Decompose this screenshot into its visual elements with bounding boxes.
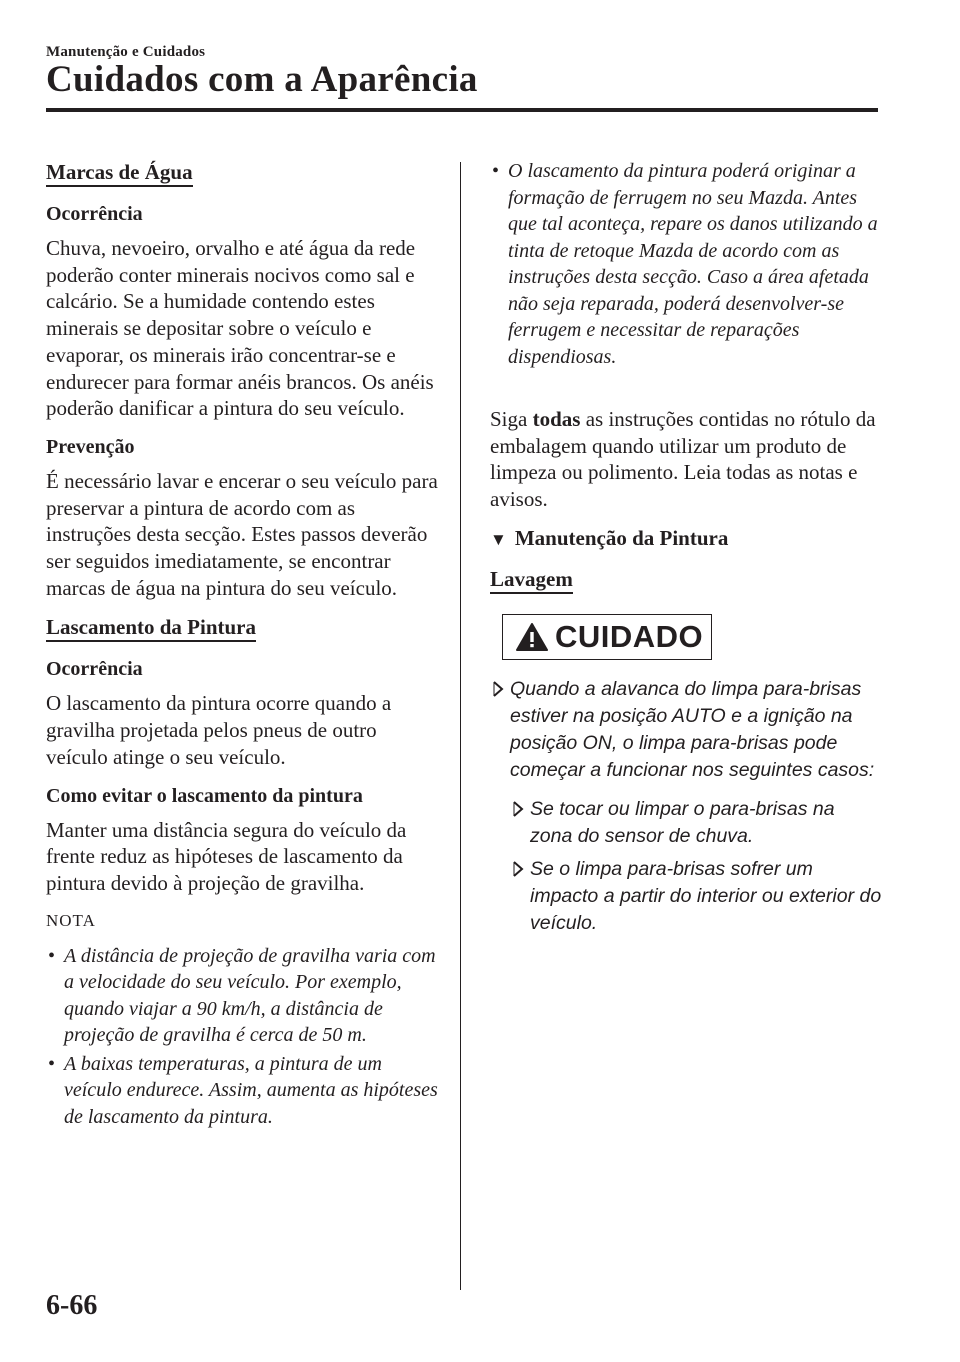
caution-label: CUIDADO <box>555 618 704 654</box>
follow-text-pre: Siga <box>490 407 533 431</box>
page-title: Cuidados com a Aparência <box>46 59 478 100</box>
arrow-right-icon <box>492 681 504 697</box>
warning-subitem <box>510 856 882 937</box>
paragraph-avoid-chipping: Manter uma distância segura do veículo da frente reduz as hipóteses de lascamento da pintura devido à projeção de gravilha. <box>46 817 407 895</box>
section-title-washing: Lavagem <box>490 567 573 594</box>
heading-paint-maintenance <box>490 525 882 553</box>
left-column <box>46 158 438 1132</box>
right-column <box>490 158 882 943</box>
header-divider <box>46 108 878 112</box>
subheading-occurrence-2: Ocorrência <box>46 658 143 681</box>
column-divider <box>460 162 461 1290</box>
triangle-down-icon: ▼ <box>490 529 507 549</box>
note-list <box>46 943 438 1131</box>
follow-text-post: as instruções contidas no rótulo da embalagem quando utilizar um produto de limpeza ou polimento. Leia todas as notas e avisos. <box>490 407 876 512</box>
note-text: A baixas temperaturas, a pintura de um veículo endurece. Assim, aumenta as hipóteses de lascamento da pintura. <box>64 1052 438 1128</box>
note-text: A distância de projeção de gravilha varia com a velocidade do seu veículo. Por exemplo, quando viajar a 90 km/h, a distância de projeção de gravilha é cerca de 50 m. <box>64 944 436 1047</box>
bullet-icon: • <box>48 1052 56 1075</box>
section-title-water-marks: Marcas de Água <box>46 160 193 187</box>
section-title-paint-chipping: Lascamento da Pintura <box>46 615 256 642</box>
paragraph-chipping-occurrence: O lascamento da pintura ocorre quando a gravilha projetada pelos pneus de outro veículo atinge o seu veículo. <box>46 691 392 769</box>
chapter-label: Manutenção e Cuidados <box>46 44 206 60</box>
note-item <box>490 158 882 370</box>
warning-subitem <box>510 796 882 850</box>
heading-text: Manutenção da Pintura <box>514 525 729 550</box>
page-number: 6-66 <box>46 1290 98 1321</box>
warning-subtext: Se o limpa para-brisas sofrer um impacto a partir do interior ou exterior do veículo. <box>530 857 882 934</box>
arrow-right-icon <box>512 861 524 877</box>
caution-badge <box>502 614 712 660</box>
note-item <box>46 943 438 1049</box>
paragraph-water-occurrence: Chuva, nevoeiro, orvalho e até água da rede poderão conter minerais nocivos como sal e calcário. Se a humidade contendo estes minerais se depositar sobre o veículo e evaporar, os minerais irão concentrar-se e endurecer para formar anéis brancos. Os anéis poderão danificar a pintura do seu veículo. <box>46 236 434 421</box>
warning-subtext: Se tocar ou limpar o para-brisas na zona do sensor de chuva. <box>530 797 835 847</box>
subheading-prevention: Prevenção <box>46 435 135 458</box>
warning-text: Quando a alavanca do limpa para-brisas estiver na posição AUTO e a ignição na posição ON, o limpa para-brisas pode começar a funcionar nos seguintes casos: <box>510 677 875 781</box>
subheading-occurrence: Ocorrência <box>46 203 143 225</box>
warning-triangle-icon <box>515 622 549 652</box>
note-label: NOTA <box>46 910 96 930</box>
bullet-icon: • <box>492 160 500 182</box>
note-item <box>46 1051 438 1131</box>
subheading-avoid-chipping: Como evitar o lascamento da pintura <box>46 784 363 807</box>
paragraph-follow-instructions <box>490 406 882 513</box>
paragraph-water-prevention: É necessário lavar e encerar o seu veículo para preservar a pintura de acordo com as instruções desta secção. Estes passos deverão ser seguidos imediatamente, se encontrar marcas de água na pintura do seu veículo. <box>46 468 438 600</box>
note-text: O lascamento da pintura poderá originar a formação de ferrugem no seu Mazda. Antes que tal aconteça, repare os danos utilizando a tinta de retoque Mazda de acordo com as instruções desta secção. Caso a área afetada não seja reparada, poderá desenvolver-se ferrugem e necessitar de reparações dispendiosas. <box>508 160 878 368</box>
follow-text-bold: todas <box>532 407 581 431</box>
bullet-icon: • <box>48 944 56 967</box>
warning-item <box>490 676 882 784</box>
arrow-right-icon <box>512 801 524 817</box>
warning-sublist <box>510 796 882 937</box>
